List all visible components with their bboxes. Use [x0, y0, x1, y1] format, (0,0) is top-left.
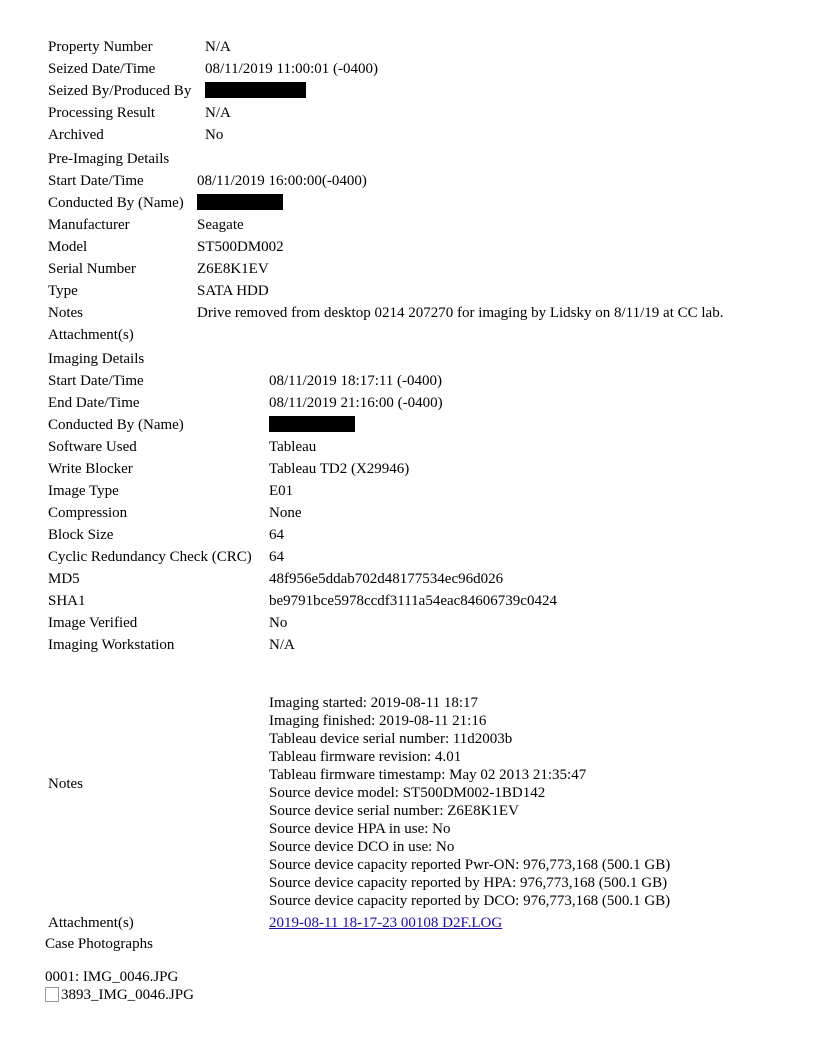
verified-value: No [269, 615, 288, 631]
property-number-value: N/A [205, 39, 231, 55]
pre-attachments-label: Attachment(s) [48, 327, 134, 343]
verified-label: Image Verified [48, 615, 138, 631]
seized-by-label: Seized By/Produced By [48, 83, 192, 99]
compression-label: Compression [48, 505, 128, 521]
sha1-value: be9791bce5978ccdf3111a54eac84606739c0424 [269, 593, 557, 609]
serial-value: Z6E8K1EV [197, 261, 269, 277]
pre-conducted-redaction [197, 192, 283, 214]
type-value: SATA HDD [197, 283, 269, 299]
imaging-heading-text: Imaging Details [48, 351, 145, 367]
notes-line: Tableau firmware timestamp: May 02 2013 21:35:47 [269, 767, 587, 783]
img-end-value: 08/11/2019 21:16:00 (-0400) [269, 395, 443, 411]
pre-conducted-label: Conducted By (Name) [48, 195, 184, 211]
crc-value: 64 [269, 549, 284, 565]
notes-line: Source device serial number: Z6E8K1EV [269, 803, 519, 819]
software-label: Software Used [48, 439, 137, 455]
log-attachment-link[interactable]: 2019-08-11 18-17-23 00108 D2F.LOG [269, 915, 503, 931]
img-start-label: Start Date/Time [48, 373, 144, 389]
write-blocker-label: Write Blocker [48, 461, 133, 477]
notes-line: Tableau device serial number: 11d2003b [269, 731, 513, 747]
manufacturer-label: Manufacturer [48, 217, 130, 233]
notes-line: Source device DCO in use: No [269, 839, 455, 855]
processing-result-value: N/A [205, 105, 231, 121]
pre-imaging-heading-text: Pre-Imaging Details [48, 151, 170, 167]
seized-datetime-label: Seized Date/Time [48, 61, 156, 77]
notes-line: Source device capacity reported by DCO: 976,773,168 (500.1 GB) [269, 893, 671, 909]
sha1-label: SHA1 [48, 593, 86, 609]
workstation-value: N/A [269, 637, 295, 653]
notes-line: Source device model: ST500DM002-1BD142 [269, 785, 546, 801]
pre-notes-value: Drive removed from desktop 0214 207270 for imaging by Lidsky on 8/11/19 at CC lab. [197, 305, 724, 321]
notes-line: Imaging started: 2019-08-11 18:17 [269, 695, 478, 711]
broken-image-icon [45, 987, 59, 1002]
manufacturer-value: Seagate [197, 217, 244, 233]
seized-by-redaction [205, 80, 306, 102]
notes-line: Tableau firmware revision: 4.01 [269, 749, 462, 765]
archived-value: No [205, 127, 224, 143]
image-type-value: E01 [269, 483, 294, 499]
md5-value: 48f956e5ddab702d48177534ec96d026 [269, 571, 504, 587]
img-conducted-label: Conducted By (Name) [48, 417, 184, 433]
notes-line: Source device capacity reported Pwr-ON: 976,773,168 (500.1 GB) [269, 857, 671, 873]
img-attachments-label: Attachment(s) [48, 915, 134, 931]
serial-label: Serial Number [48, 261, 136, 277]
photo-alt-text: 3893_IMG_0046.JPG [61, 987, 194, 1003]
property-number-label: Property Number [48, 39, 153, 55]
case-photographs-heading-text: Case Photographs [45, 936, 153, 952]
notes-line: Source device capacity reported by HPA: 976,773,168 (500.1 GB) [269, 875, 668, 891]
photo-item-label: 0001: IMG_0046.JPG [45, 969, 179, 985]
md5-label: MD5 [48, 571, 80, 587]
model-value: ST500DM002 [197, 239, 284, 255]
type-label: Type [48, 283, 78, 299]
processing-result-label: Processing Result [48, 105, 156, 121]
image-type-label: Image Type [48, 483, 119, 499]
img-notes-lines [269, 694, 670, 910]
img-notes-label: Notes [48, 776, 83, 792]
img-end-label: End Date/Time [48, 395, 140, 411]
write-blocker-value: Tableau TD2 (X29946) [269, 461, 410, 477]
seized-datetime-value: 08/11/2019 11:00:01 (-0400) [205, 61, 379, 77]
img-conducted-redaction [269, 414, 355, 436]
block-size-label: Block Size [48, 527, 114, 543]
archived-label: Archived [48, 127, 104, 143]
block-size-value: 64 [269, 527, 284, 543]
notes-line: Imaging finished: 2019-08-11 21:16 [269, 713, 487, 729]
img-start-value: 08/11/2019 18:17:11 (-0400) [269, 373, 443, 389]
compression-value: None [269, 505, 302, 521]
pre-start-value: 08/11/2019 16:00:00(-0400) [197, 173, 367, 189]
workstation-label: Imaging Workstation [48, 637, 175, 653]
software-value: Tableau [269, 439, 317, 455]
pre-start-label: Start Date/Time [48, 173, 144, 189]
notes-line: Source device HPA in use: No [269, 821, 451, 837]
pre-notes-label: Notes [48, 305, 83, 321]
model-label: Model [48, 239, 88, 255]
crc-label: Cyclic Redundancy Check (CRC) [48, 549, 252, 565]
